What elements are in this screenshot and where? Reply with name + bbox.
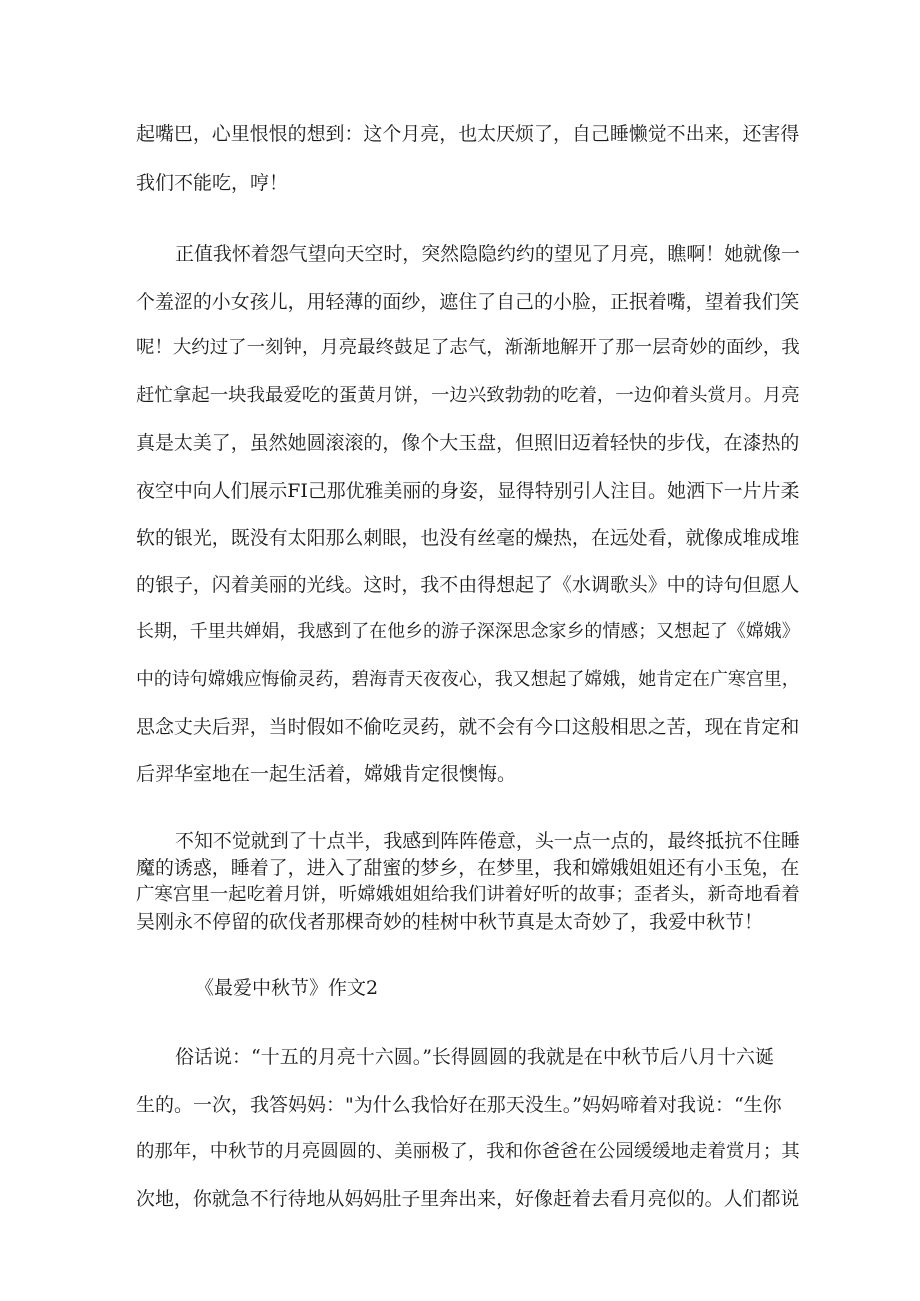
paragraph-3-line-4: 吴刚永不停留的砍伐者那棵奇妙的桂树中秋节真是太奇妙了，我爱中秋节！ bbox=[136, 911, 764, 933]
paragraph-3-line-3: 广寒宫里一起吃着月饼，听嫦娥姐姐给我们讲着好听的故事；歪者头，新奇地看着 bbox=[136, 884, 800, 905]
paragraph-2-line-7: 软的银光，既没有太阳那么刺眼，也没有丝毫的燥热，在远处看，就像成堆成堆 bbox=[136, 527, 800, 549]
paragraph-2-line-6: 夜空中向人们展示FI己那优雅美丽的身姿，显得特别引人注目。她洒下一片片柔 bbox=[136, 480, 800, 502]
paragraph-2-line-10: 中的诗句嫦娥应悔偷灵药，碧海青天夜夜心，我又想起了嫦娥，她肯定在广寒宫里， bbox=[136, 669, 800, 690]
paragraph-2-line-9: 长期，千里共婵娟，我感到了在他乡的游子深深思念家乡的情感；又想起了《嫦娥》 bbox=[136, 621, 800, 642]
paragraph-2-line-3: 呢！大约过了一刻钟，月亮最终鼓足了志气，渐渐地解开了那一层奇妙的面纱，我 bbox=[136, 337, 800, 358]
paragraph-3-line-1: 不知不觉就到了十点半，我感到阵阵倦意，头一点一点的，最终抵抗不住睡 bbox=[175, 830, 800, 852]
paragraph-3-line-2: 魔的诱惑，睡着了，进入了甜蜜的梦乡，在梦里，我和嫦娥姐姐还有小玉兔，在 bbox=[136, 857, 800, 879]
paragraph-2-line-12: 后羿华室地在一起生活着，嫦娥肯定很懊悔。 bbox=[136, 763, 517, 785]
paragraph-1-line-2: 我们不能吃，哼！ bbox=[136, 172, 289, 194]
paragraph-4-line-3: 的那年，中秋节的月亮圆圆的、美丽极了，我和你爸爸在公园缓缓地走着赏月；其 bbox=[136, 1141, 800, 1162]
paragraph-1-line-1: 起嘴巴，心里恨恨的想到：这个月亮，也太厌烦了，自己睡懒觉不出来，还害得 bbox=[136, 123, 800, 145]
paragraph-2-line-5: 真是太美了，虽然她圆滚滚的，像个大玉盘，但照旧迈着轻快的步伐，在漆热的 bbox=[136, 432, 800, 454]
paragraph-2-line-11: 思念丈夫后羿，当时假如不偷吃灵药，就不会有今口这般相思之苦，现在肯定和 bbox=[136, 716, 800, 738]
essay-title: 《最爱中秋节》作文2 bbox=[195, 977, 379, 999]
paragraph-4-line-1: 俗话说：“十五的月亮十六圆。”长得圆圆的我就是在中秋节后八月十六诞 bbox=[175, 1046, 774, 1068]
paragraph-2-line-4: 赶忙拿起一块我最爱吃的蛋黄月饼，一边兴致勃勃的吃着，一边仰着头赏月。月亮 bbox=[136, 385, 800, 406]
paragraph-4-line-4: 次地，你就急不行待地从妈妈肚子里奔出来，好像赶着去看月亮似的。人们都说 bbox=[136, 1188, 800, 1210]
paragraph-2-line-2: 个羞涩的小女孩儿，用轻薄的面纱，遮住了自己的小脸，正抿着嘴，望着我们笑 bbox=[136, 291, 800, 313]
paragraph-4-line-2: 生的。一次，我答妈妈："为什么我恰好在那天没生。”妈妈啼着对我说：“生你 bbox=[136, 1094, 782, 1116]
paragraph-2-line-1: 正值我怀着怨气望向天空时，突然隐隐约约的望见了月亮，瞧啊！她就像一 bbox=[175, 243, 800, 265]
paragraph-2-line-8: 的银子，闪着美丽的光线。这时，我不由得想起了《水调歌头》中的诗句但愿人 bbox=[136, 574, 800, 596]
